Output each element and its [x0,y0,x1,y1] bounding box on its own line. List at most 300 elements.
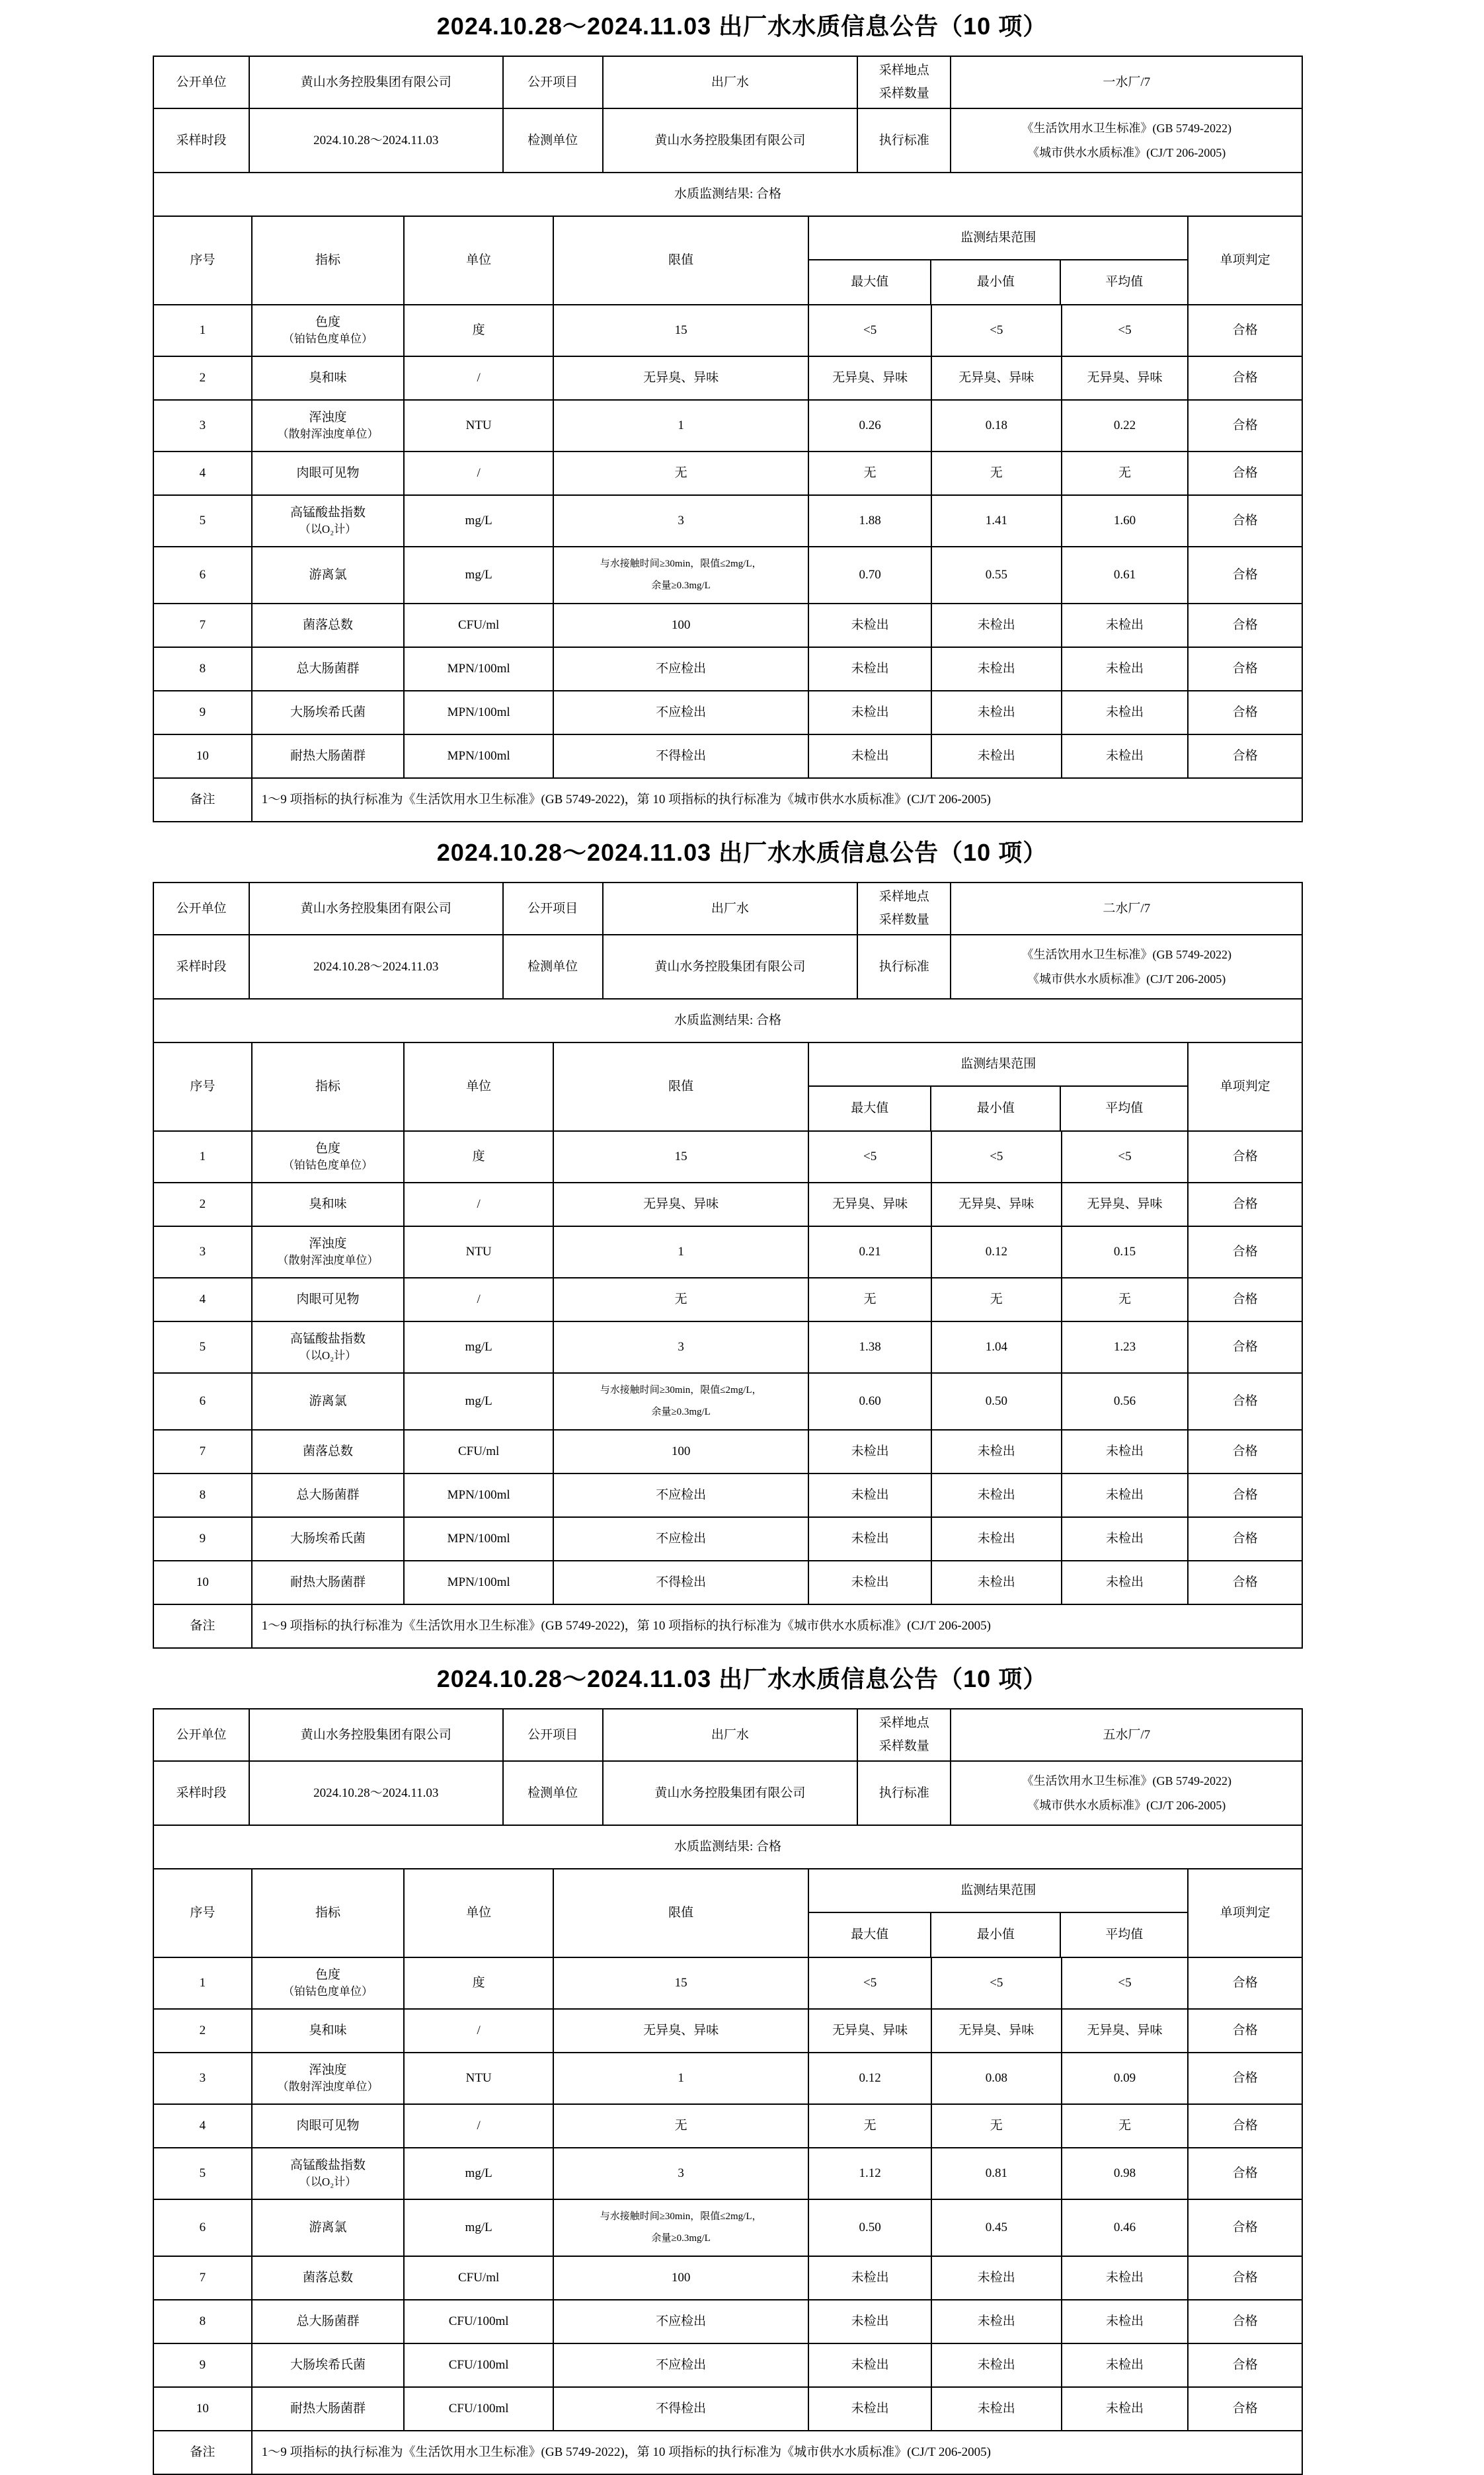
cell-max-text: 0.12 [859,2071,881,2086]
table-row [154,2148,1302,2200]
sampling-label-line1: 采样地点 [879,63,929,78]
cell-no-text: 4 [199,466,206,481]
cell-min [932,604,1062,647]
cell-unit [405,496,554,546]
cell-unit-text: mg/L [465,568,492,582]
cell-min-text: <5 [990,1150,1003,1164]
project-label-text: 公开项目 [527,1727,578,1742]
cell-avg-text: 0.09 [1113,2071,1136,2086]
cell-max-text: 未检出 [851,2402,889,2416]
limit-line1: 不应检出 [656,1488,707,1503]
indicator-line2: （散射浑浊度单位） [277,2080,379,2094]
table-row [154,2105,1302,2148]
standard-value [951,109,1301,172]
cell-indicator [253,547,405,603]
table-row [154,1474,1302,1518]
cell-verdict [1189,2388,1302,2430]
cell-min-text: 未检出 [977,1444,1015,1459]
project-label [504,1709,604,1760]
standard-value [951,1762,1301,1825]
cell-limit [554,1132,809,1182]
col-verdict [1189,217,1302,304]
public-unit-label [154,883,250,934]
cell-verdict [1189,1561,1302,1604]
cell-no-text: 8 [199,1488,206,1503]
sampling-value [951,883,1301,934]
cell-indicator [253,691,405,734]
cell-avg [1062,452,1189,494]
indicator-line2: （以O₂计） [299,1349,357,1362]
project-label-text: 公开项目 [527,901,578,916]
col-range-group [809,217,1189,304]
col-no [154,1869,253,1957]
cell-limit [554,1561,809,1604]
limit-line1: 与水接触时间≥30min，限值≤2mg/L， [600,1385,762,1395]
cell-indicator [253,496,405,546]
cell-indicator [253,1227,405,1277]
limit-line2: 余量≥0.3mg/L [651,1407,711,1417]
cell-unit-text: MPN/100ml [447,1488,510,1503]
table-row [154,2257,1302,2300]
cell-verdict [1189,452,1302,494]
remark-label-text: 备注 [190,1619,215,1633]
cell-indicator [253,1958,405,2008]
sampling-label-line2: 采样数量 [879,86,929,100]
cell-max-text: <5 [863,323,877,338]
col-avg [1061,1087,1187,1130]
col-min [931,1913,1061,1957]
cell-no [154,2257,253,2299]
cell-verdict-text: 合格 [1232,1245,1258,1259]
cell-limit [554,2388,809,2430]
summary-row [154,1826,1302,1869]
cell-unit-text: / [477,1197,481,1212]
col-limit-text: 限值 [668,1080,694,1094]
cell-avg [1062,1374,1189,1429]
cell-avg [1062,547,1189,603]
col-limit-text: 限值 [668,1906,694,1920]
public-unit-value-text: 黄山水务控股集团有限公司 [300,901,451,916]
cell-limit [554,2300,809,2343]
cell-indicator [253,648,405,690]
cell-no [154,2105,253,2147]
cell-avg-text: 未检出 [1105,2402,1144,2416]
indicator-line1: 菌落总数 [303,1444,354,1459]
col-verdict [1189,1043,1302,1130]
project-value-text: 出厂水 [711,75,749,89]
col-limit [554,217,809,304]
cell-avg-text: 未检出 [1105,662,1144,676]
cell-no-text: 8 [199,2314,206,2329]
cell-unit-text: MPN/100ml [447,1575,510,1590]
indicator-line1: 耐热大肠菌群 [290,2402,366,2416]
col-unit [405,1043,554,1130]
remark-text [253,1605,1302,1647]
project-value-text: 出厂水 [711,1727,749,1742]
cell-limit [554,604,809,647]
cell-max [809,1227,932,1277]
notice-section [0,1665,1484,2475]
cell-max [809,2388,932,2430]
cell-limit [554,1958,809,2008]
cell-no [154,401,253,451]
cell-unit-text: / [477,466,481,481]
col-max [809,1087,931,1130]
period-label-text: 采样时段 [176,959,227,974]
limit-line1: 不应检出 [656,2358,707,2373]
cell-verdict-text: 合格 [1232,2314,1258,2329]
cell-verdict-text: 合格 [1232,662,1258,676]
cell-no [154,1322,253,1372]
cell-verdict [1189,305,1302,356]
cell-max-text: 未检出 [851,1488,889,1503]
cell-min [932,735,1062,777]
cell-verdict-text: 合格 [1232,705,1258,720]
cell-indicator [253,2344,405,2386]
cell-avg-text: 未检出 [1105,1444,1144,1459]
cell-verdict [1189,1322,1302,1372]
cell-indicator [253,452,405,494]
indicator-line1: 肉眼可见物 [296,1292,360,1307]
cell-no-text: 4 [199,1292,206,1307]
cell-avg-text: 0.56 [1113,1394,1136,1409]
cell-max-text: <5 [863,1976,877,1990]
table-row [154,648,1302,691]
cell-unit [405,1278,554,1321]
cell-min-text: 未检出 [977,1575,1015,1590]
cell-unit [405,1183,554,1226]
cell-min [932,2388,1062,2430]
cell-limit [554,1183,809,1226]
cell-unit [405,1132,554,1182]
cell-unit-text: 度 [472,1150,485,1164]
limit-line1: 无 [674,2119,687,2133]
public-unit-value [250,57,504,108]
cell-max [809,648,932,690]
cell-indicator [253,2010,405,2052]
cell-unit [405,2300,554,2343]
project-value [604,57,858,108]
cell-unit [405,305,554,356]
cell-verdict [1189,2148,1302,2199]
cell-avg [1062,2200,1189,2256]
indicator-line1: 总大肠菌群 [296,1488,360,1503]
public-unit-label [154,1709,250,1760]
table-body [154,305,1302,779]
cell-indicator [253,2300,405,2343]
cell-max-text: 1.38 [859,1340,881,1355]
cell-min [932,1958,1062,2008]
cell-verdict-text: 合格 [1232,1340,1258,1355]
cell-min-text: 无异臭、异味 [958,2023,1035,2038]
cell-avg [1062,1474,1189,1516]
cell-min [932,1278,1062,1321]
limit-line1: 与水接触时间≥30min，限值≤2mg/L， [600,2211,762,2222]
info-row-2 [154,109,1302,173]
cell-unit [405,2200,554,2256]
cell-min-text: 未检出 [977,749,1015,764]
table-row [154,1278,1302,1322]
cell-avg-text: 无 [1118,466,1131,481]
col-no-text: 序号 [190,1080,215,1094]
cell-min-text: 无 [990,466,1003,481]
col-max-text: 最大值 [851,275,889,290]
cell-unit-text: mg/L [465,1394,492,1409]
public-unit-label-text: 公开单位 [176,75,227,89]
cell-verdict [1189,1227,1302,1277]
cell-verdict-text: 合格 [1232,371,1258,385]
cell-unit [405,1227,554,1277]
cell-no [154,1227,253,1277]
indicator-line2: （铂钴色度单位） [283,1985,373,1998]
limit-line1: 3 [678,514,684,528]
table-row [154,691,1302,735]
indicator-line1: 游离氯 [309,2220,347,2235]
notice-title: 2024.10.28～2024.11.03 出厂水水质信息公告（10 项） [436,839,1048,866]
limit-line1: 不应检出 [656,705,707,720]
col-range-subrow [809,1913,1187,1957]
cell-max [809,401,932,451]
test-unit-value [604,109,858,172]
col-indicator [253,1869,405,1957]
table-row [154,1132,1302,1183]
period-label-text: 采样时段 [176,133,227,147]
cell-verdict-text: 合格 [1232,749,1258,764]
cell-avg [1062,2148,1189,2199]
cell-max [809,2200,932,2256]
col-range [809,217,1187,260]
cell-max-text: 未检出 [851,1575,889,1590]
cell-min [932,648,1062,690]
col-avg [1061,1913,1187,1957]
remark-row [154,779,1302,821]
table-row [154,2010,1302,2053]
cell-min [932,2105,1062,2147]
cell-avg-text: 无 [1118,2119,1131,2133]
cell-no [154,2200,253,2256]
cell-min-text: 未检出 [977,662,1015,676]
cell-min [932,1183,1062,1226]
cell-max [809,357,932,399]
cell-verdict-text: 合格 [1232,2023,1258,2038]
cell-min [932,1374,1062,1429]
water-quality-table [153,1708,1303,2475]
cell-min-text: 未检出 [977,2314,1015,2329]
test-unit-label [504,935,604,998]
table-row [154,2388,1302,2431]
cell-unit [405,1322,554,1372]
cell-max [809,1431,932,1473]
cell-min [932,1474,1062,1516]
cell-min [932,305,1062,356]
indicator-line2: （以O₂计） [299,2176,357,2189]
col-avg-text: 平均值 [1105,1928,1144,1942]
col-verdict-text: 单项判定 [1220,1080,1270,1094]
cell-max [809,735,932,777]
cell-verdict-text: 合格 [1232,2071,1258,2086]
cell-avg-text: 未检出 [1105,2358,1144,2373]
notice-section [0,838,1484,1649]
col-unit-text: 单位 [466,253,492,268]
cell-min [932,1518,1062,1560]
cell-avg-text: 无异臭、异味 [1087,371,1163,385]
cell-max-text: 未检出 [851,749,889,764]
cell-no-text: 1 [199,1976,206,1990]
col-range-group [809,1043,1189,1130]
cell-no [154,1518,253,1560]
cell-verdict-text: 合格 [1232,1197,1258,1212]
table-row [154,1374,1302,1431]
limit-line1: 3 [678,1340,684,1355]
cell-no [154,604,253,647]
cell-min-text: <5 [990,323,1003,338]
remark-text [253,2431,1302,2474]
cell-avg-text: <5 [1118,323,1132,338]
sampling-value-text: 二水厂/7 [1103,901,1151,916]
cell-min [932,1132,1062,1182]
standard-line2: 《城市供水水质标准》(CJ/T 206-2005) [1027,972,1226,986]
indicator-line1: 游离氯 [309,1394,347,1409]
col-range-subrow [809,1087,1187,1130]
cell-max [809,2148,932,2199]
cell-unit-text: 度 [472,323,485,338]
remark-row [154,1605,1302,1647]
public-unit-label [154,57,250,108]
limit-line1: 不应检出 [656,1532,707,1546]
cell-limit [554,735,809,777]
col-range-group [809,1869,1189,1957]
cell-limit [554,1518,809,1560]
cell-unit [405,1374,554,1429]
indicator-line1: 臭和味 [309,2023,347,2038]
col-max-text: 最大值 [851,1101,889,1116]
cell-avg-text: <5 [1118,1150,1132,1164]
cell-max [809,604,932,647]
cell-unit-text: MPN/100ml [447,749,510,764]
cell-no-text: 5 [199,2166,206,2181]
col-indicator-text: 指标 [315,253,341,268]
col-range-subrow [809,260,1187,304]
cell-verdict-text: 合格 [1232,2119,1258,2133]
public-unit-label-text: 公开单位 [176,901,227,916]
cell-indicator [253,357,405,399]
test-unit-value-text: 黄山水务控股集团有限公司 [654,1786,806,1800]
cell-no-text: 8 [199,662,206,676]
table-row [154,401,1302,452]
cell-avg-text: 未检出 [1105,618,1144,633]
summary-row [154,1000,1302,1043]
cell-indicator [253,2200,405,2256]
indicator-line1: 浑浊度 [309,410,347,424]
cell-avg-text: 未检出 [1105,1532,1144,1546]
cell-min-text: 未检出 [977,618,1015,633]
test-unit-label-text: 检测单位 [527,133,578,147]
table-row [154,1431,1302,1474]
cell-unit-text: 度 [472,1976,485,1990]
cell-avg [1062,2300,1189,2343]
cell-max-text: 无异臭、异味 [832,2023,908,2038]
cell-verdict-text: 合格 [1232,1150,1258,1164]
indicator-line1: 总大肠菌群 [296,2314,360,2329]
limit-line1: 100 [671,618,691,633]
cell-min [932,547,1062,603]
cell-avg [1062,2105,1189,2147]
cell-no-text: 2 [199,1197,206,1212]
sampling-label-line1: 采样地点 [879,1716,929,1731]
cell-no [154,305,253,356]
test-unit-label [504,109,604,172]
cell-verdict [1189,1132,1302,1182]
cell-max-text: 0.26 [859,418,881,433]
cell-verdict [1189,2105,1302,2147]
table-row [154,735,1302,779]
limit-line1: 15 [674,323,687,338]
cell-verdict [1189,1374,1302,1429]
cell-limit [554,1227,809,1277]
col-limit [554,1869,809,1957]
col-min [931,260,1061,304]
cell-verdict [1189,2257,1302,2299]
indicator-line1: 高锰酸盐指数 [290,2158,366,2172]
cell-max [809,1561,932,1604]
cell-verdict-text: 合格 [1232,323,1258,338]
cell-verdict [1189,2300,1302,2343]
cell-no-text: 4 [199,2119,206,2133]
cell-max-text: 无异臭、异味 [832,371,908,385]
project-value [604,883,858,934]
cell-no [154,1474,253,1516]
cell-min [932,401,1062,451]
cell-no [154,2148,253,2199]
cell-limit [554,691,809,734]
remark-label-text: 备注 [190,793,215,807]
col-no-text: 序号 [190,253,215,268]
cell-min [932,1227,1062,1277]
cell-avg [1062,2010,1189,2052]
cell-max [809,1132,932,1182]
table-body [154,1958,1302,2431]
cell-no-text: 7 [199,1444,206,1459]
limit-line1: 3 [678,2166,684,2181]
standard-line1: 《生活饮用水卫生标准》(GB 5749-2022) [1021,1774,1231,1788]
sampling-label-line2: 采样数量 [879,912,929,927]
cell-no-text: 10 [196,1575,209,1590]
result-summary-text: 水质监测结果: 合格 [674,1013,782,1028]
indicator-line1: 臭和味 [309,371,347,385]
cell-no [154,1132,253,1182]
cell-no [154,2300,253,2343]
limit-line1: 15 [674,1976,687,1990]
cell-max-text: 未检出 [851,705,889,720]
standard-label [858,1762,951,1825]
cell-min-text: 未检出 [977,2271,1015,2285]
cell-limit [554,2200,809,2256]
period-value [250,935,504,998]
cell-avg [1062,1958,1189,2008]
cell-avg [1062,1431,1189,1473]
cell-no [154,648,253,690]
indicator-line1: 肉眼可见物 [296,466,360,481]
cell-verdict-text: 合格 [1232,514,1258,528]
remark-label [154,779,253,821]
notice-section [0,12,1484,822]
cell-unit-text: CFU/ml [457,2271,500,2285]
cell-max-text: 无异臭、异味 [832,1197,908,1212]
cell-min [932,2010,1062,2052]
col-min [931,1087,1061,1130]
col-unit-text: 单位 [466,1906,492,1920]
table-row [154,357,1302,401]
